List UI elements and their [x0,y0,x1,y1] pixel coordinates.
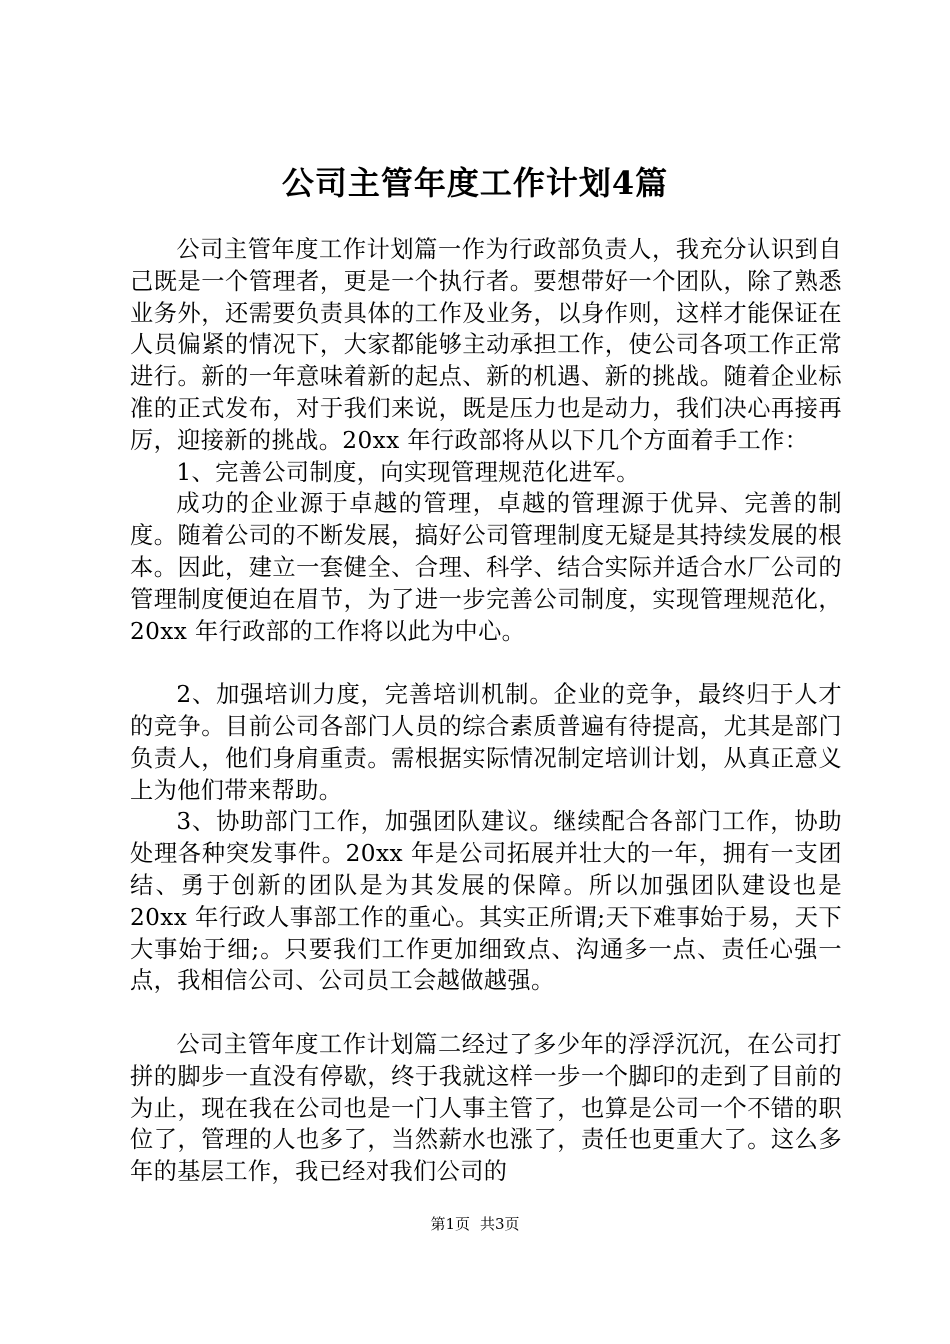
paragraph-item-3: 3、协助部门工作，加强团队建议。继续配合各部门工作，协助处理各种突发事件。20xx 年是公司拓展并壮大的一年，拥有一支团结、勇于创新的团队是为其发展的保障。所以加强团队建设也是 20xx 年行政人事部工作的重心。其实正所谓;天下难事始于易，天下大事始于细;。只要我们工作更加细致点、沟通多一点、责任心强一点，我相信公司、公司员工会越做越强。 [130,808,842,995]
paragraph-item-1-heading: 1、完善公司制度，向实现管理规范化进军。 [176,458,640,486]
paragraph-item-2: 2、加强培训力度，完善培训机制。企业的竞争，最终归于人才的竞争。目前公司各部门人员的综合素质普遍有待提高，尤其是部门负责人，他们身肩重责。需根据实际情况制定培训计划，从真正意义上为他们带来帮助。 [130,681,842,804]
paragraph-part-2-intro: 公司主管年度工作计划篇二经过了多少年的浮浮沉沉，在公司打拼的脚步一直没有停歇，终于我就这样一步一个脚印的走到了目前的为止，现在我在公司也是一门人事主管了，也算是公司一个不错的职位了，管理的人也多了，当然薪水也涨了，责任也更重大了。这么多年的基层工作，我已经对我们公司的 [130,1030,842,1186]
page-footer [0,1214,950,1234]
document-title: 公司主管年度工作计划4篇 [281,164,669,202]
paragraph-item-1-body: 成功的企业源于卓越的管理，卓越的管理源于优异、完善的制度。随着公司的不断发展，搞好公司管理制度无疑是其持续发展的根本。因此，建立一套健全、合理、科学、结合实际并适合水厂公司的管理制度便迫在眉节，为了进一步完善公司制度，实现管理规范化，20xx 年行政部的工作将以此为中心。 [130,490,842,645]
paragraph-intro: 公司主管年度工作计划篇一作为行政部负责人，我充分认识到自己既是一个管理者，更是一个执行者。要想带好一个团队，除了熟悉业务外，还需要负责具体的工作及业务，以身作则，这样才能保证在人员偏紧的情况下，大家都能够主动承担工作，使公司各项工作正常进行。新的一年意味着新的起点、新的机遇、新的挑战。随着企业标准的正式发布，对于我们来说，既是压力也是动力，我们决心再接再厉，迎接新的挑战。20xx 年行政部将从以下几个方面着手工作： [130,236,842,454]
page-total: 共3页 [480,1215,520,1233]
page-number: 第1页 [430,1215,470,1233]
document-body [130,234,842,1188]
